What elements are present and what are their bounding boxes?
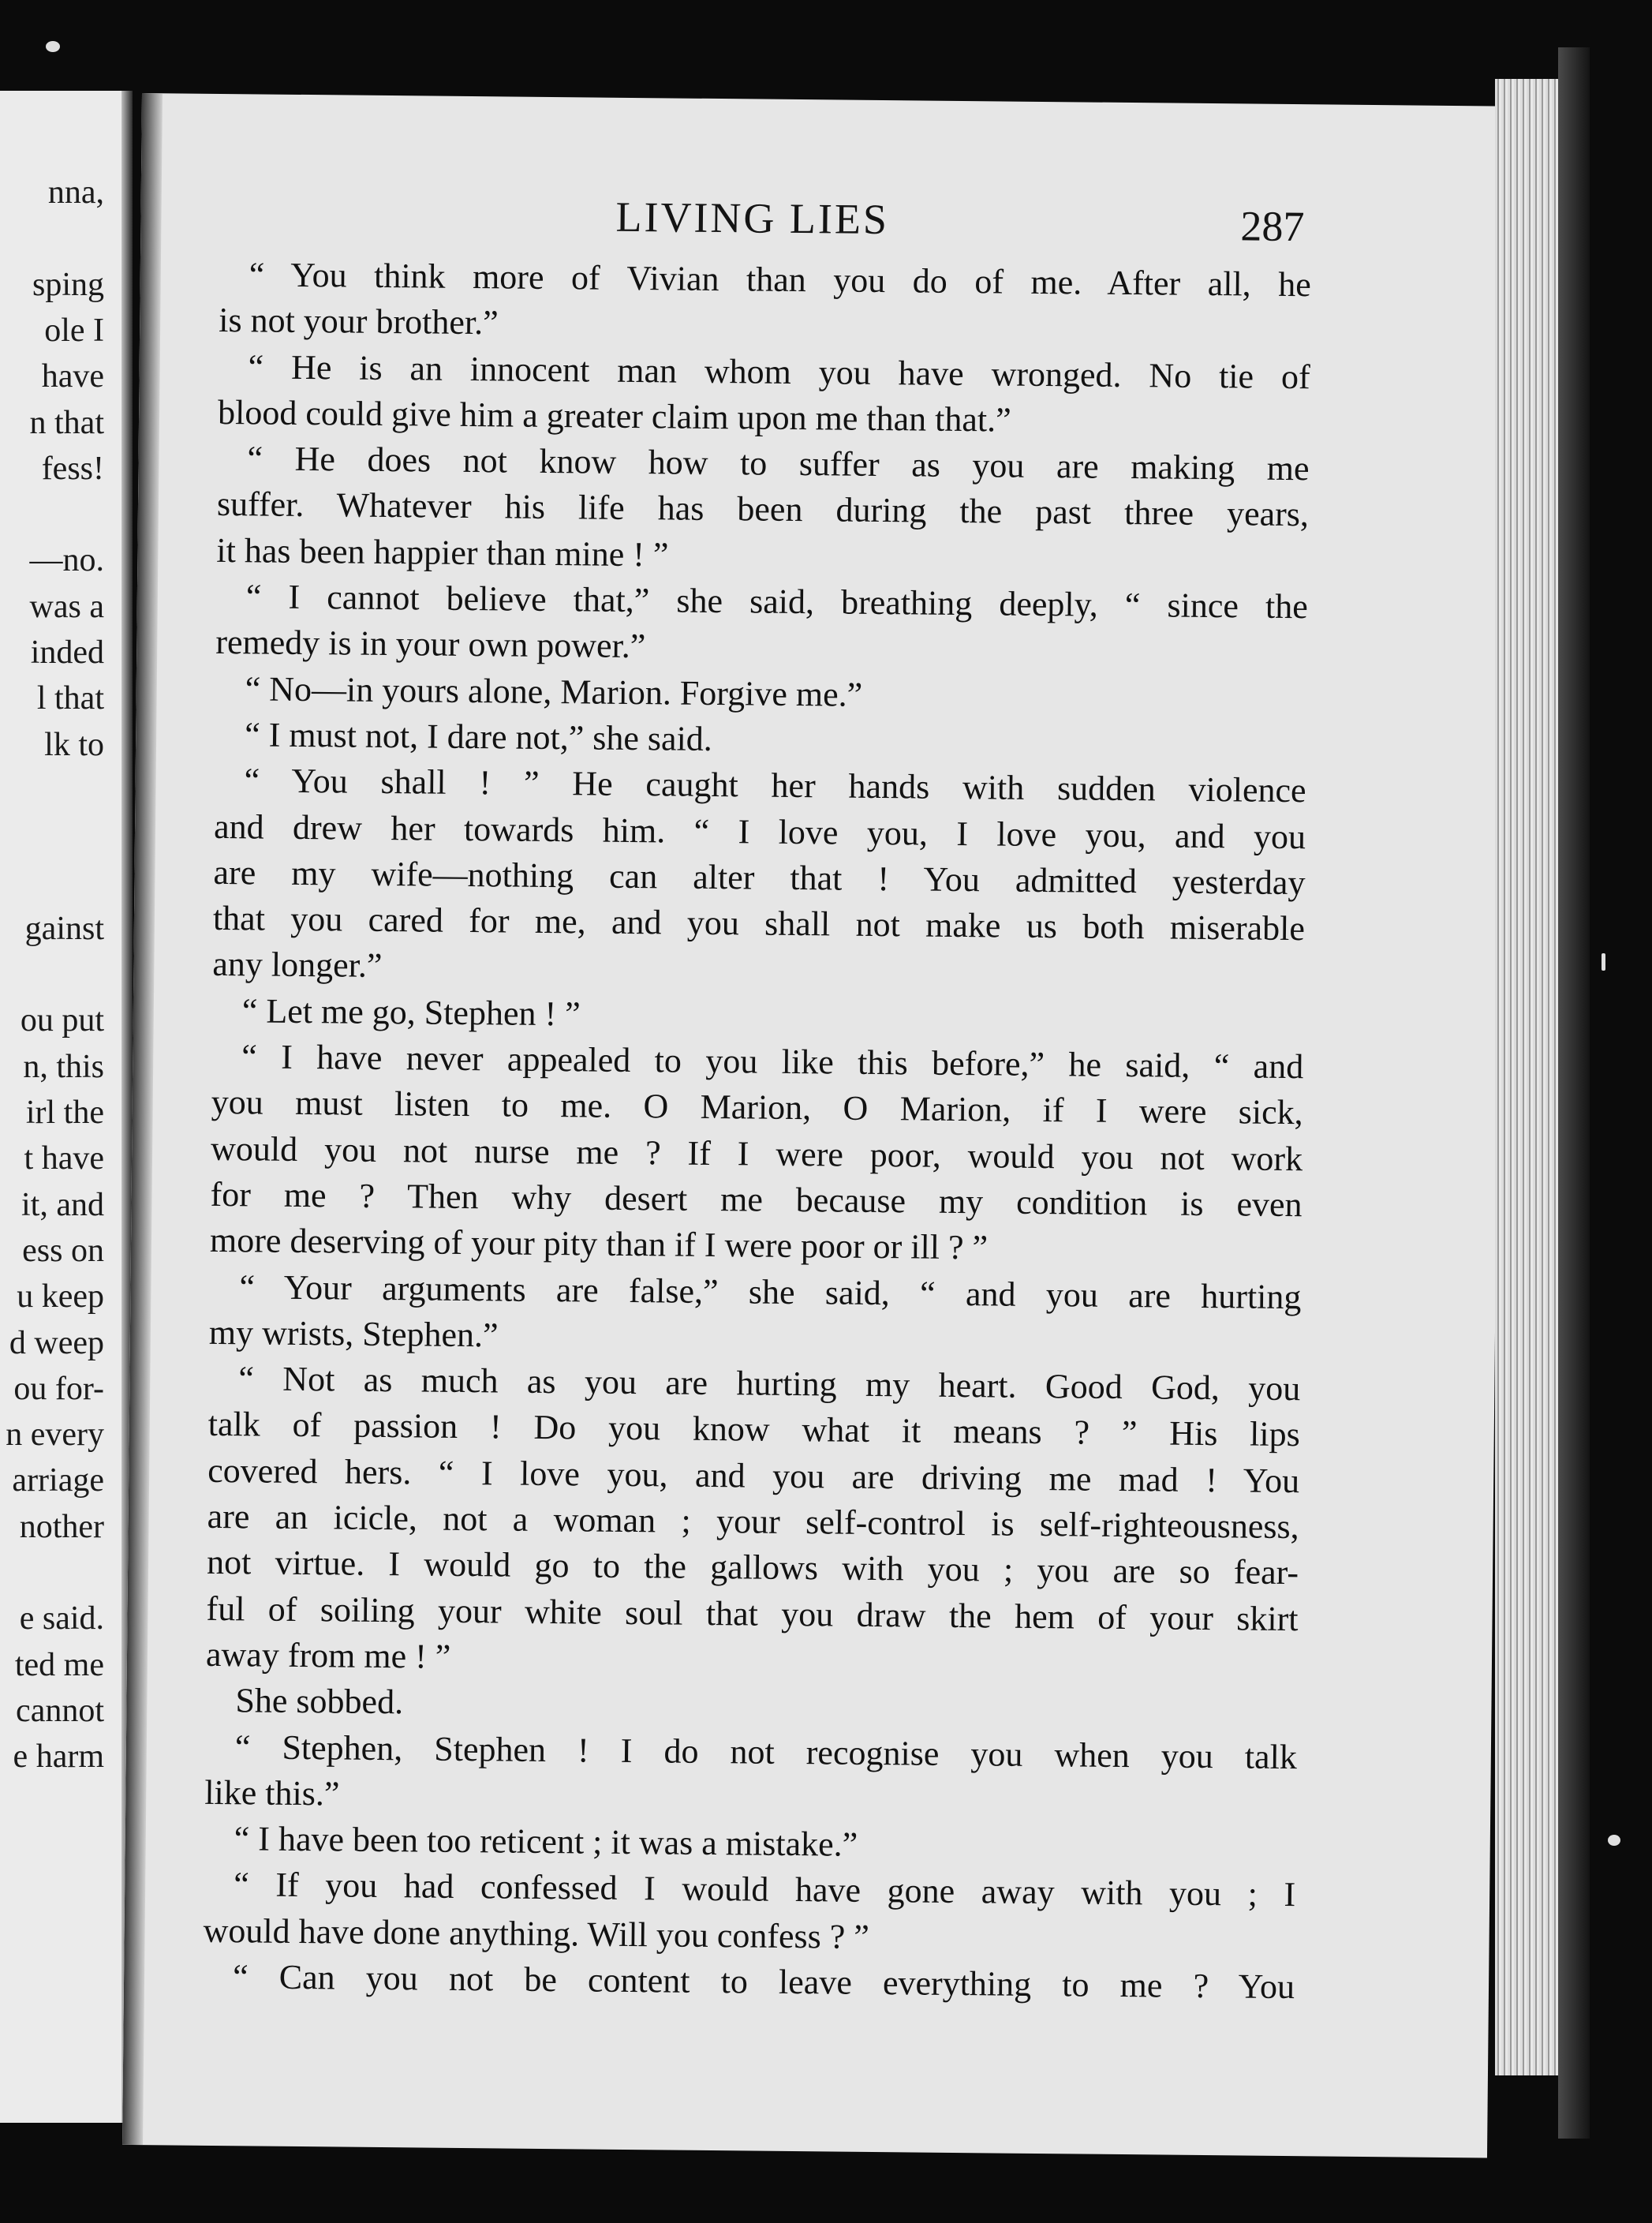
text-line: “ I have been too reticent ; it was a mistake.” xyxy=(234,1819,858,1864)
body-text xyxy=(203,252,1311,2010)
left-page-line: sping xyxy=(32,266,104,303)
text-line: “ I cannot believe that,” she said, breathing deeply, “ since the xyxy=(245,577,1309,627)
left-page-line: t have xyxy=(24,1140,104,1177)
text-line: “ Can you not be content to leave everything to me ? You xyxy=(232,1957,1295,2007)
text-line: “ Your arguments are false,” she said, “ and you are hurting xyxy=(239,1267,1302,1316)
left-page-line: it, and xyxy=(21,1186,104,1223)
left-page-line: ou put xyxy=(20,1002,104,1039)
text-line: remedy is in your own power.” xyxy=(215,623,646,666)
text-line: it has been happier than mine ! ” xyxy=(216,530,669,574)
left-page-line: n that xyxy=(29,404,104,441)
left-page-line: inded xyxy=(30,634,104,671)
text-line: “ Let me go, Stephen ! ” xyxy=(241,991,581,1034)
text-line: you must listen to me. O Marion, O Marion, if I were sick, xyxy=(211,1083,1303,1132)
page-number: 287 xyxy=(1240,202,1305,251)
text-line: She sobbed. xyxy=(235,1681,404,1722)
text-line: my wrists, Stephen.” xyxy=(208,1312,499,1355)
text-line: “ I have never appealed to you like this before,” he said, “ and xyxy=(241,1037,1304,1087)
text-line: “ You shall ! ” He caught her hands with sudden violence xyxy=(244,761,1306,810)
left-page-line: e said. xyxy=(19,1600,104,1637)
text-line: talk of passion ! Do you know what it means ? ” His lips xyxy=(207,1405,1300,1454)
left-page-line: have xyxy=(41,358,104,395)
left-page-line: ou for- xyxy=(13,1370,104,1407)
text-line: “ He is an innocent man whom you have wronged. No tie of xyxy=(248,346,1310,396)
text-line: suffer. Whatever his life has been during the past three years, xyxy=(216,485,1310,534)
text-line: would have done anything. Will you confess ? ” xyxy=(203,1911,870,1956)
running-head xyxy=(140,188,1505,249)
text-line: like this.” xyxy=(204,1772,340,1813)
text-line: “ No—in yours alone, Marion. Forgive me.” xyxy=(245,668,863,714)
left-page-line: d weep xyxy=(9,1324,104,1361)
text-line: more deserving of your pity than if I were poor or ill ? ” xyxy=(209,1221,989,1267)
left-page-line: irl the xyxy=(25,1095,104,1131)
left-page-line: n, this xyxy=(23,1048,104,1085)
text-line: away from me ! ” xyxy=(205,1634,451,1676)
text-line: and drew her towards him. “ I love you, I love you, and you xyxy=(213,806,1306,856)
dust-speck xyxy=(1602,953,1605,971)
text-line: not virtue. I would go to the gallows with you ; you are so fear- xyxy=(206,1543,1299,1592)
left-page-line: cannot xyxy=(16,1692,104,1729)
left-page-line: nna, xyxy=(47,174,104,211)
page-fore-edge xyxy=(1495,79,1558,2075)
running-title: LIVING LIES xyxy=(615,193,890,244)
text-line: “ He does not know how to suffer as you are making me xyxy=(247,439,1310,488)
text-line: is not your brother.” xyxy=(219,301,499,342)
text-line: “ You think more of Vivian than you do of me. After all, he xyxy=(249,255,1311,305)
text-line: for me ? Then why desert me because my condition is even xyxy=(210,1174,1303,1225)
left-page-line: lk to xyxy=(44,726,104,763)
dust-speck xyxy=(46,41,60,52)
left-page-line: gainst xyxy=(24,910,104,947)
left-page-line: u keep xyxy=(17,1278,104,1315)
left-page-line: —no. xyxy=(29,542,104,579)
left-page-line: fess! xyxy=(41,450,104,487)
text-line: “ I must not, I dare not,” she said. xyxy=(244,715,713,758)
text-line: that you cared for me, and you shall not make us both miserable xyxy=(212,899,1306,949)
text-line: covered hers. “ I love you, and you are driving me mad ! You xyxy=(207,1450,1300,1500)
left-page-line: l that xyxy=(36,680,104,717)
left-page-line: was a xyxy=(29,588,104,625)
text-line: would you not nurse me ? If I were poor, would you not work xyxy=(210,1128,1303,1178)
text-line: any longer.” xyxy=(212,945,383,986)
left-facing-page xyxy=(0,91,133,2123)
left-page-line: ess on xyxy=(22,1232,104,1269)
text-line: blood could give him a greater claim upon me than that.” xyxy=(217,392,1011,440)
book-cover-edge xyxy=(1558,47,1590,2139)
left-page-line: e harm xyxy=(13,1738,104,1776)
text-line: ful of soiling your white soul that you draw the hem of your skirt xyxy=(206,1589,1299,1638)
text-line: “ Stephen, Stephen ! I do not recognise you when you talk xyxy=(234,1727,1298,1776)
left-page-line: n every xyxy=(6,1417,104,1454)
book-page xyxy=(122,93,1507,2158)
left-page-line: arriage xyxy=(12,1462,104,1499)
dust-speck xyxy=(1608,1835,1620,1846)
left-page-line: ted me xyxy=(14,1646,104,1683)
text-line: “ If you had confessed I would have gone away with you ; I xyxy=(233,1865,1296,1914)
text-line: “ Not as much as you are hurting my heart. Good God, you xyxy=(238,1359,1301,1409)
text-line: are my wife—nothing can alter that ! You admitted yesterday xyxy=(213,852,1306,903)
left-page-line: nother xyxy=(19,1508,104,1545)
left-page-line: ole I xyxy=(44,312,104,349)
text-line: are an icicle, not a woman ; your self-control is self-righteousness, xyxy=(207,1496,1299,1547)
